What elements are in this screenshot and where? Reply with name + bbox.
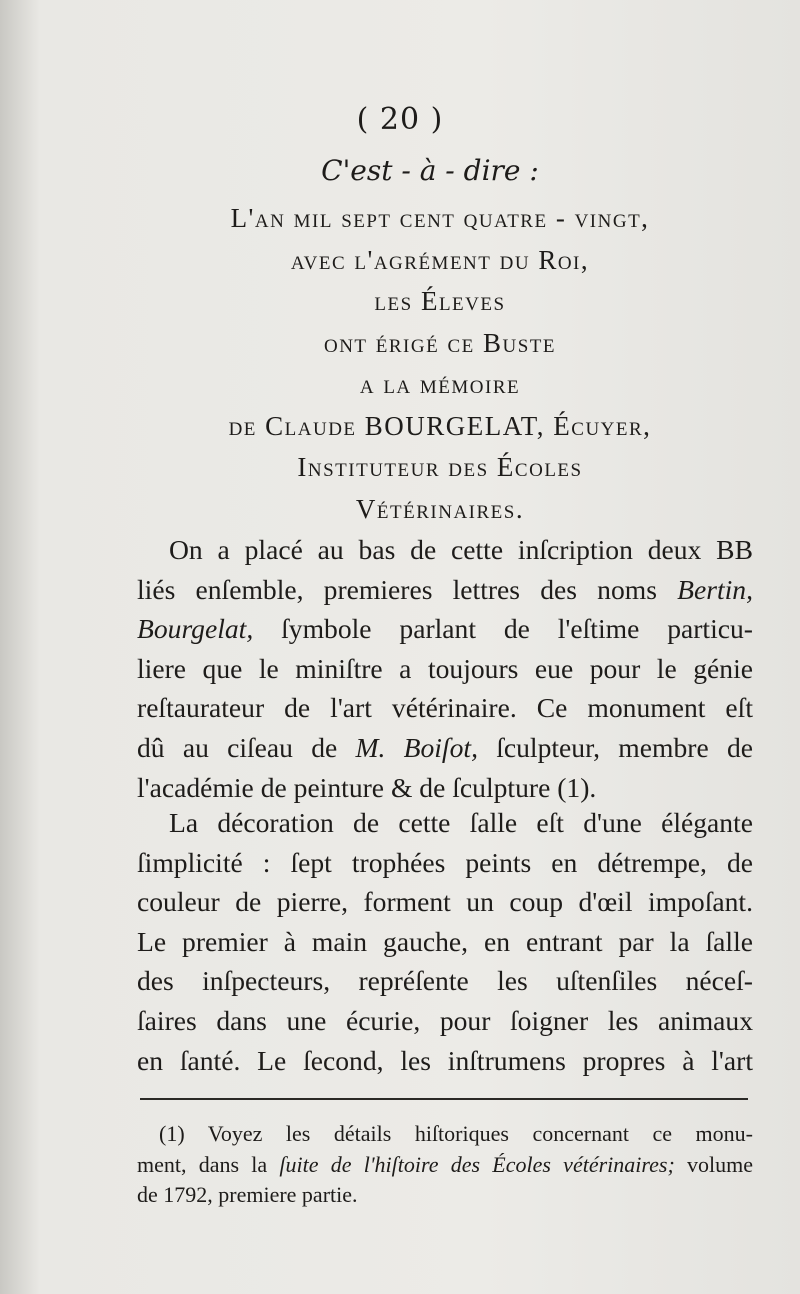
text-line: La décoration de cette ſalle eſt d'une élégante bbox=[169, 807, 753, 838]
inscription-line: Vétérinaires. bbox=[355, 493, 525, 524]
italic-title: ſuite de l'hiſtoire des Écoles vétérinaires; bbox=[279, 1151, 675, 1177]
text-segment: ſymbole parlant de l'eſtime particu- bbox=[281, 613, 753, 645]
footnote-divider bbox=[140, 1098, 748, 1100]
italic-name: M. Boiſot, bbox=[355, 731, 478, 763]
inscription-line: L'an mil sept cent quatre - vingt, bbox=[230, 203, 650, 233]
text-line bbox=[137, 728, 753, 768]
text-line: des inſpecteurs, repréſente les uſtenſiles néceſ- bbox=[137, 965, 753, 997]
footnote-line: (1) Voyez les détails hiſtoriques concernant ce monu- bbox=[159, 1121, 753, 1146]
text-line: l'académie de peinture & de ſculpture (1). bbox=[137, 771, 597, 803]
text-line bbox=[137, 570, 753, 610]
text-line: en ſanté. Le ſecond, les inſtrumens propres à l'art bbox=[137, 1044, 753, 1076]
italic-name: Bourgelat, bbox=[137, 613, 254, 645]
inscription-line: de Claude BOURGELAT, Écuyer, bbox=[228, 410, 652, 441]
text-line: liere que le miniſtre a toujours eue pour le génie bbox=[137, 652, 753, 684]
page-number: ( 20 ) bbox=[356, 102, 444, 137]
paragraph-monument bbox=[137, 530, 753, 807]
inscription-line: Instituteur des Écoles bbox=[297, 452, 583, 482]
text-line: Le premier à main gauche, en entrant par la ſalle bbox=[137, 925, 753, 957]
text-line: reſtaurateur de l'art vétérinaire. Ce monument eſt bbox=[137, 692, 753, 724]
text-segment: volume bbox=[687, 1151, 754, 1177]
text-line: couleur de pierre, forment un coup d'œil impoſant. bbox=[137, 886, 753, 918]
inscription-line: a la mémoire bbox=[359, 369, 521, 399]
text-line: ſimplicité : ſept trophées peints en détrempe, de bbox=[137, 846, 753, 878]
text-line: ſaires dans une écurie, pour ſoigner les animaux bbox=[137, 1004, 753, 1036]
inscription-line: ont érigé ce Buste bbox=[323, 327, 557, 358]
inscription-line: les Éleves bbox=[374, 286, 506, 316]
text-line bbox=[137, 609, 753, 649]
intro-phrase: C'est - à - dire : bbox=[321, 154, 539, 187]
footnote-line: de 1792, premiere partie. bbox=[137, 1182, 358, 1207]
text-segment: liés enſemble, premieres lettres des noms bbox=[137, 573, 657, 605]
inscription-line: avec l'agrément du Roi, bbox=[290, 244, 590, 275]
italic-name: Bertin, bbox=[677, 573, 753, 605]
footnote bbox=[137, 1119, 753, 1211]
text-line: On a placé au bas de cette inſcription deux BB bbox=[169, 534, 753, 565]
paragraph-decoration bbox=[137, 803, 753, 1080]
text-segment: dû au ciſeau de bbox=[137, 731, 338, 763]
inscription-block bbox=[120, 198, 760, 530]
text-segment: ſculpteur, membre de bbox=[496, 731, 753, 763]
footnote-line bbox=[137, 1150, 753, 1181]
text-segment: ment, dans la bbox=[137, 1151, 268, 1177]
